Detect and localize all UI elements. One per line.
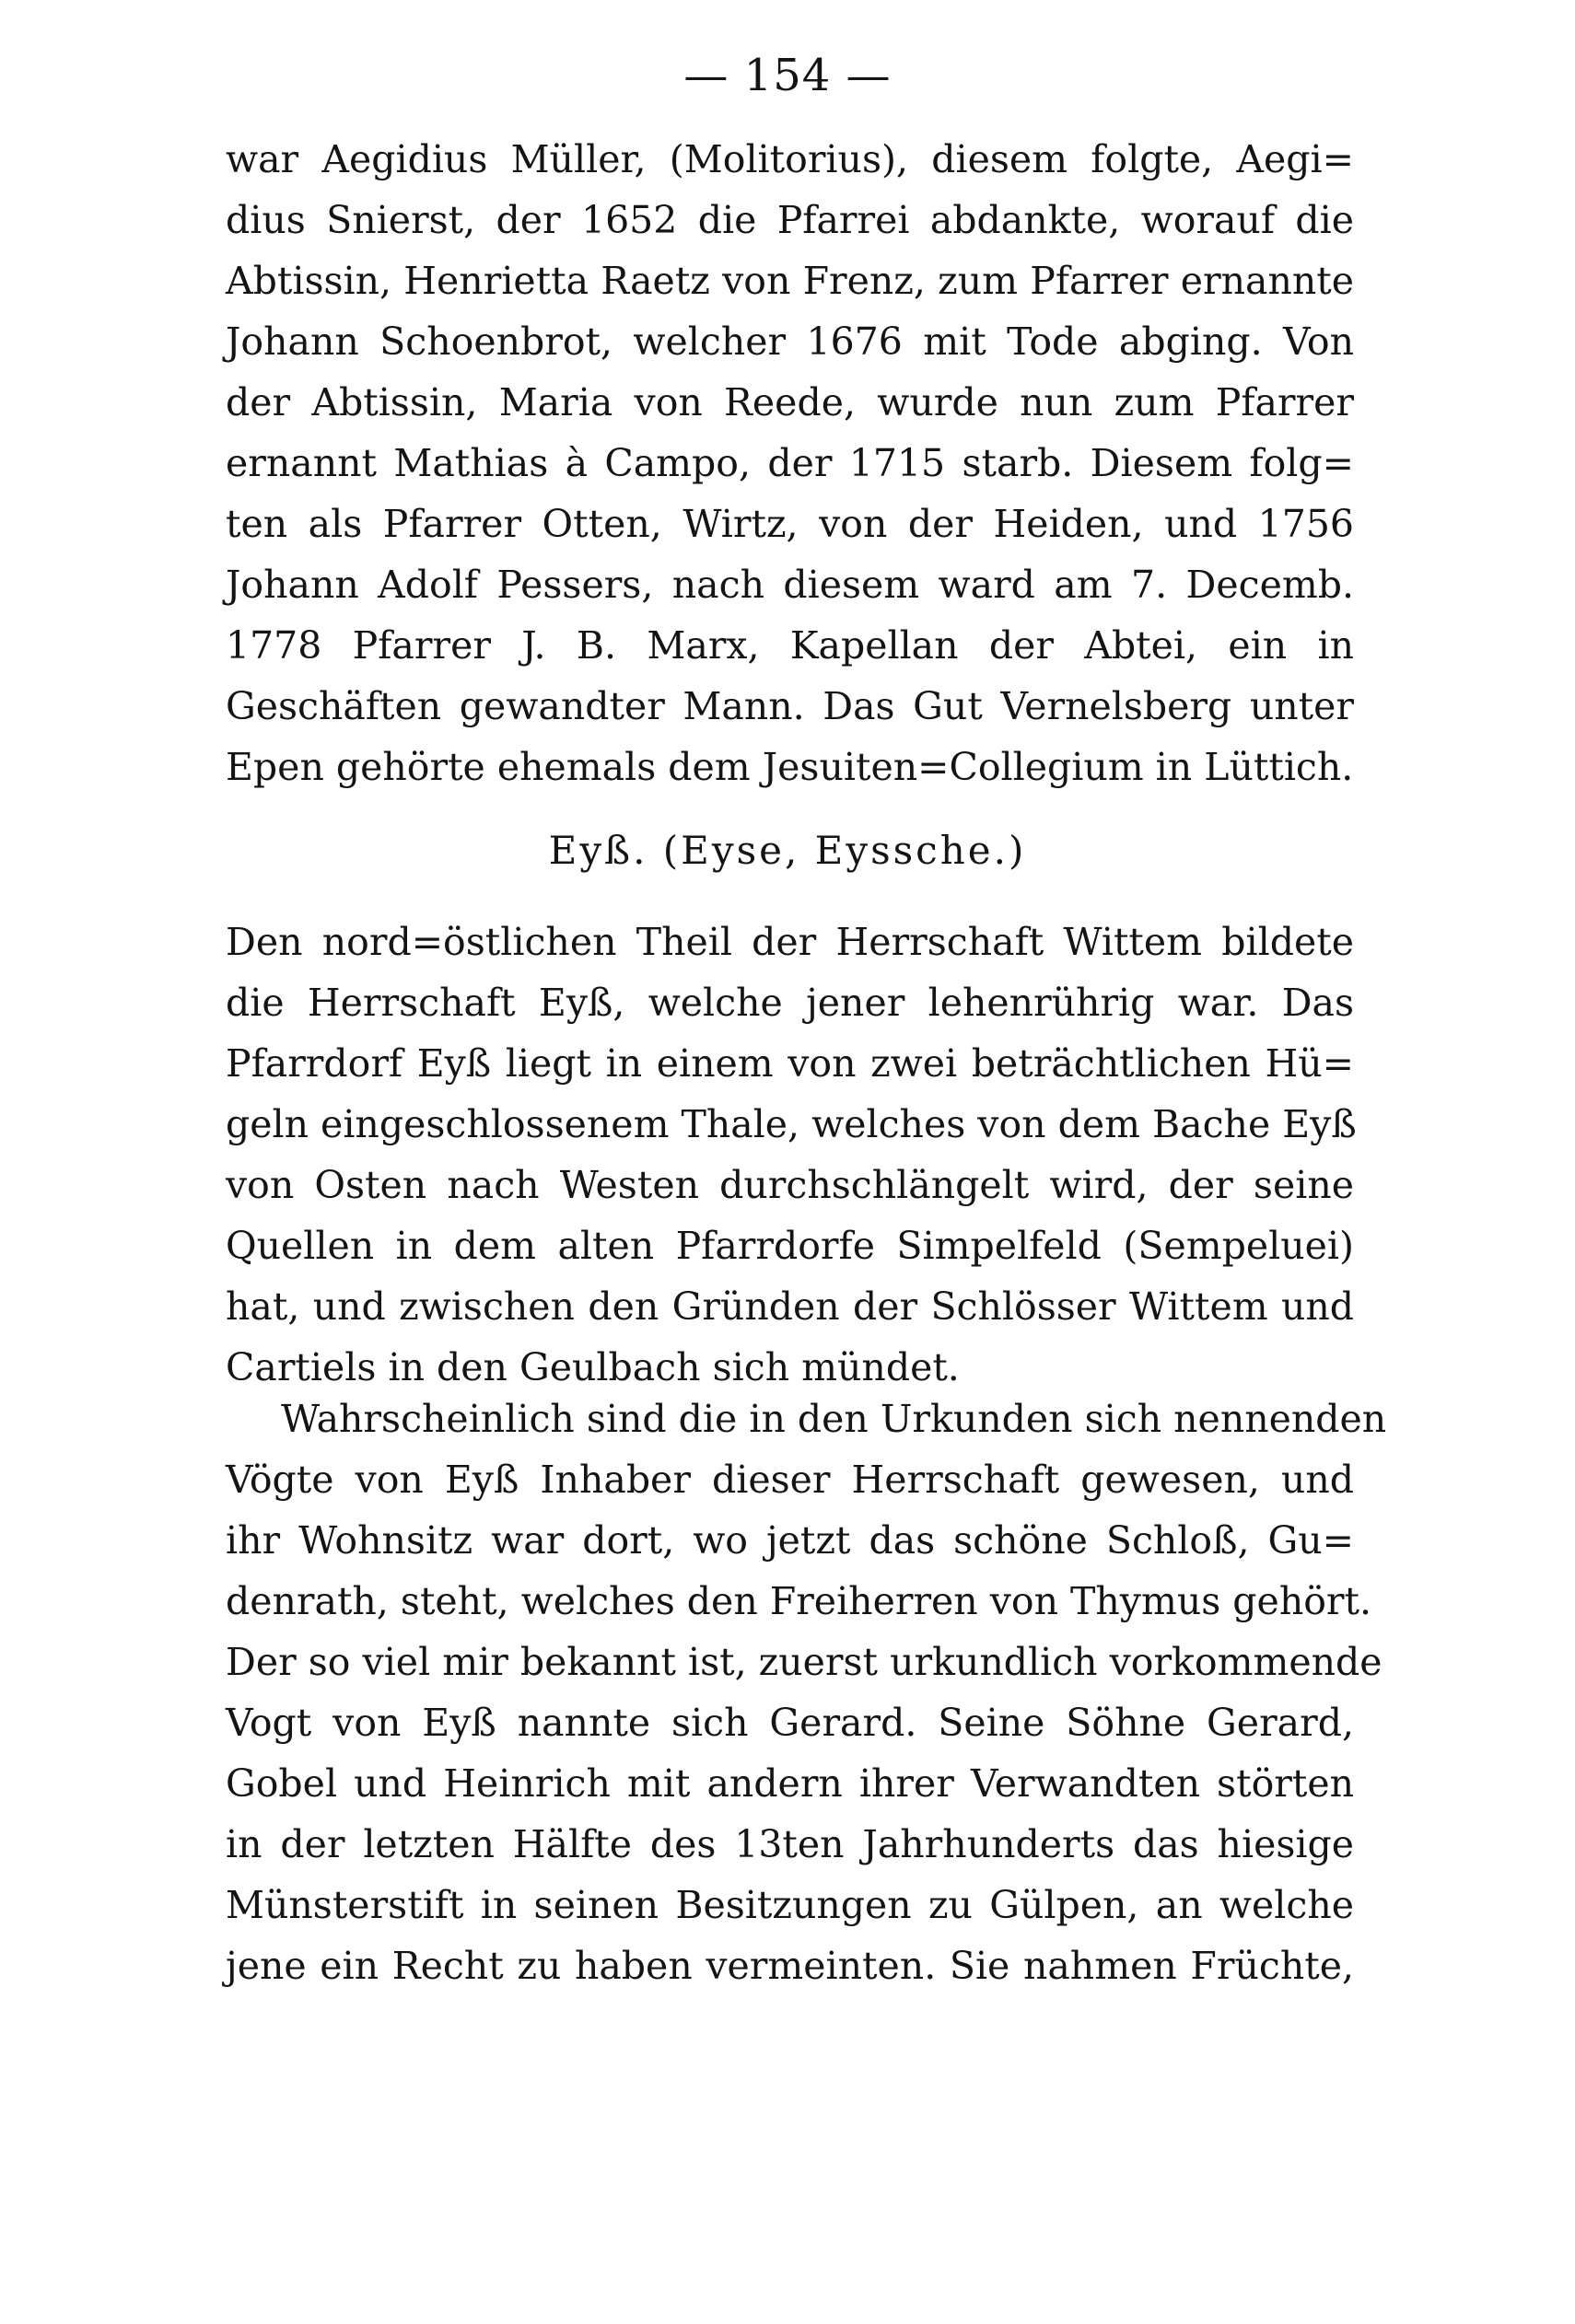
- text-line: war Aegidius Müller, (Molitorius), diesem folgte, Aegi=: [226, 137, 1354, 181]
- text-line: Vogt von Eyß nannte sich Gerard. Seine Söhne Gerard,: [226, 1701, 1354, 1745]
- text-line: Johann Adolf Pessers, nach diesem ward am 7. Decemb.: [226, 563, 1354, 607]
- text-line: Vögte von Eyß Inhaber dieser Herrschaft gewesen, und: [226, 1458, 1354, 1502]
- text-line: Epen gehörte ehemals dem Jesuiten=Collegium in Lüttich.: [226, 745, 1354, 789]
- text-line: Johann Schoenbrot, welcher 1676 mit Tode abging. Von: [226, 320, 1354, 364]
- text-line: Abtissin, Henrietta Raetz von Frenz, zum Pfarrer ernannte: [226, 259, 1354, 303]
- section-heading: Eyß. (Eyse, Eyssche.): [548, 828, 1027, 873]
- text-line: ten als Pfarrer Otten, Wirtz, von der Heiden, und 1756: [226, 502, 1354, 546]
- text-line: Münsterstift in seinen Besitzungen zu Gülpen, an welche: [226, 1883, 1354, 1927]
- text-line: der Abtissin, Maria von Reede, wurde nun zum Pfarrer: [226, 380, 1354, 424]
- text-line: 1778 Pfarrer J. B. Marx, Kapellan der Abtei, ein in: [226, 623, 1354, 668]
- page-number: — 154 —: [683, 50, 892, 101]
- paragraph-vogte: [226, 1389, 1387, 1996]
- paragraph-pastors: [226, 129, 1354, 797]
- text-line: die Herrschaft Eyß, welche jener lehenrührig war. Das: [226, 981, 1354, 1025]
- text-line: Den nord=östlichen Theil der Herrschaft Wittem bildete: [226, 920, 1354, 964]
- text-line: geln eingeschlossenem Thale, welches von dem Bache Eyß: [226, 1102, 1357, 1146]
- text-line: Wahrscheinlich sind die in den Urkunden sich nennenden: [281, 1397, 1387, 1441]
- text-line: Pfarrdorf Eyß liegt in einem von zwei beträchtlichen Hü=: [226, 1041, 1354, 1086]
- text-line: Geschäften gewandter Mann. Das Gut Vernelsberg unter: [226, 684, 1354, 728]
- text-line: hat, und zwischen den Gründen der Schlösser Wittem und: [226, 1284, 1354, 1329]
- text-line: dius Snierst, der 1652 die Pfarrei abdankte, worauf die: [226, 198, 1354, 242]
- text-line: Gobel und Heinrich mit andern ihrer Verwandten störten: [226, 1761, 1354, 1806]
- text-line: jene ein Recht zu haben vermeinten. Sie nahmen Früchte,: [226, 1944, 1354, 1988]
- text-line: von Osten nach Westen durchschlängelt wird, der seine: [226, 1163, 1354, 1207]
- text-line: Quellen in dem alten Pfarrdorfe Simpelfeld (Sempeluei): [226, 1224, 1354, 1268]
- text-line: denrath, steht, welches den Freiherren von Thymus gehört.: [226, 1579, 1372, 1623]
- text-line: in der letzten Hälfte des 13ten Jahrhunderts das hiesige: [226, 1822, 1354, 1866]
- text-line: Der so viel mir bekannt ist, zuerst urkundlich vorkommende: [226, 1640, 1382, 1684]
- text-line: ihr Wohnsitz war dort, wo jetzt das schöne Schloß, Gu=: [226, 1518, 1354, 1563]
- text-line: ernannt Mathias à Campo, der 1715 starb. Diesem folg=: [226, 441, 1354, 485]
- paragraph-eyss-description: [226, 912, 1357, 1398]
- text-line: Cartiels in den Geulbach sich mündet.: [226, 1345, 960, 1389]
